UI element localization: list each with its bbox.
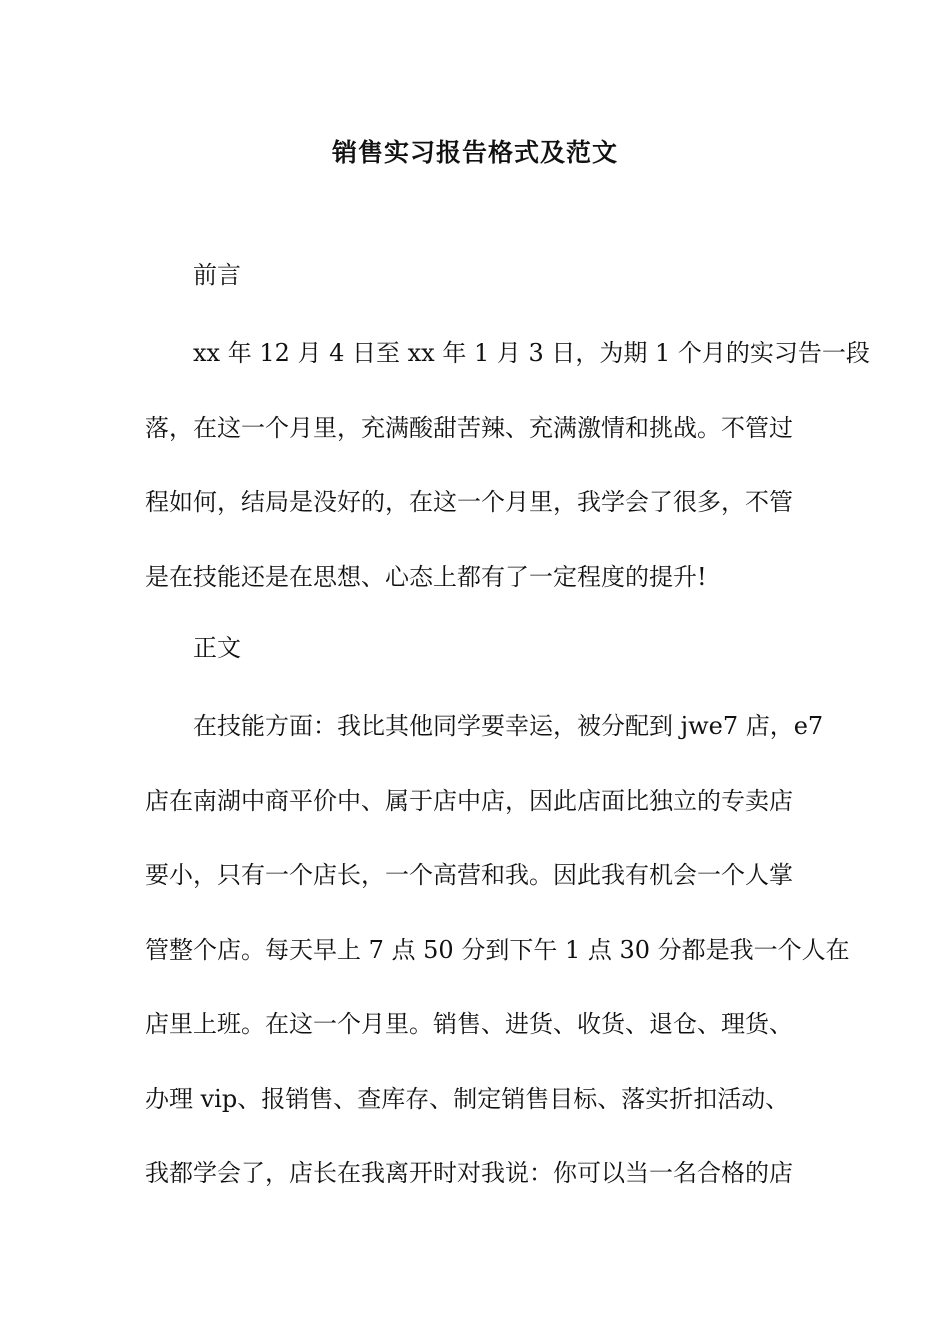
paragraph-line: 落，在这一个月里，充满酸甜苦辣、充满激情和挑战。不管过: [145, 413, 793, 442]
section-heading-preface: 前言: [193, 261, 241, 289]
paragraph-line: 程如何，结局是没好的，在这一个月里，我学会了很多，不管: [145, 488, 793, 516]
section-heading-body: 正文: [193, 634, 241, 662]
paragraph-line: xx 年 12 月 4 日至 xx 年 1 月 3 日，为期 1 个月的实习告一段: [193, 339, 870, 367]
paragraph-line: 办理 vip、报销售、查库存、制定销售目标、落实折扣活动、: [145, 1084, 790, 1113]
paragraph-line: 在技能方面：我比其他同学要幸运，被分配到 jwe7 店，e7: [193, 712, 824, 740]
paragraph-line: 是在技能还是在思想、心态上都有了一定程度的提升!: [145, 562, 707, 591]
paragraph-line: 管整个店。每天早上 7 点 50 分到下午 1 点 30 分都是我一个人在: [145, 935, 850, 964]
paragraph-line: 我都学会了，店长在我离开时对我说：你可以当一名合格的店: [145, 1159, 793, 1187]
paragraph-line: 店在南湖中商平价中、属于店中店，因此店面比独立的专卖店: [145, 786, 793, 815]
preface-paragraph: [145, 316, 870, 614]
paragraph-line: 要小，只有一个店长，一个高营和我。因此我有机会一个人掌: [145, 861, 793, 889]
body-paragraph: [145, 689, 850, 1211]
paragraph-line: 店里上班。在这一个月里。销售、进货、收货、退仓、理货、: [145, 1010, 793, 1038]
document-title: 销售实习报告格式及范文: [331, 138, 618, 167]
